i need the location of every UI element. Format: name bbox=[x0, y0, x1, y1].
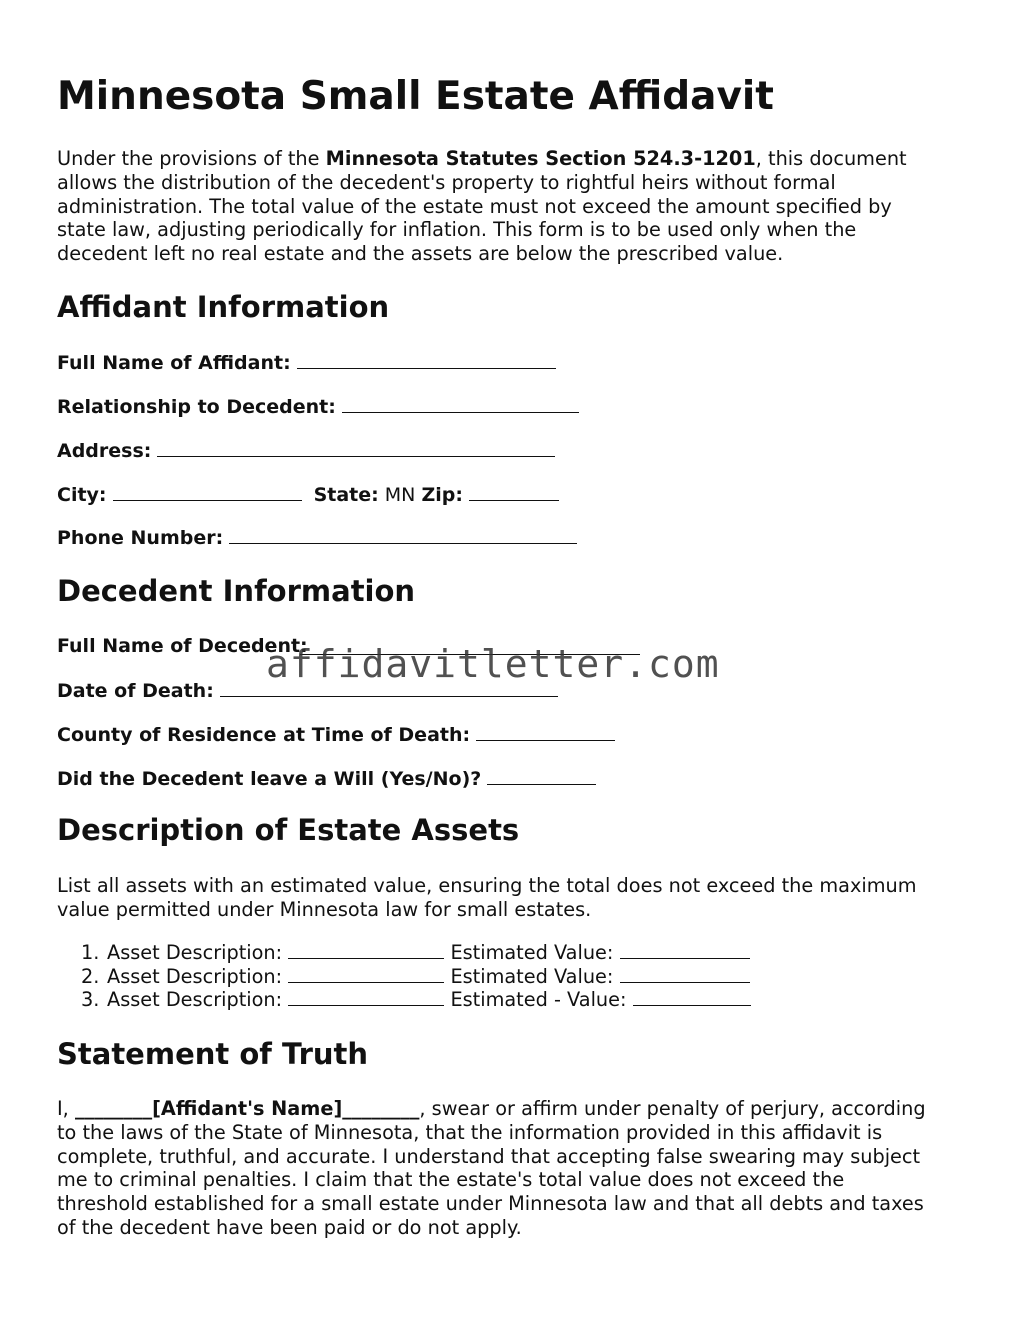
assets-line: value permitted under Minnesota law for small estates. bbox=[57, 897, 592, 921]
field-label: Relationship to Decedent: bbox=[57, 396, 336, 418]
phone-field[interactable] bbox=[57, 526, 577, 550]
watermark: affidavitletter.com bbox=[266, 642, 720, 686]
relationship-field[interactable] bbox=[57, 395, 579, 419]
asset-description-label: Asset Description: bbox=[107, 988, 283, 1012]
fill-in-line[interactable] bbox=[342, 395, 579, 413]
estimated-value-line[interactable] bbox=[620, 941, 750, 959]
truth-prefix: I, bbox=[57, 1097, 75, 1120]
city-fill-in-line[interactable] bbox=[113, 483, 302, 501]
fill-in-line[interactable] bbox=[229, 526, 577, 544]
asset-list-item bbox=[81, 941, 751, 965]
assets-paragraph bbox=[57, 874, 967, 922]
truth-line: me to criminal penalties. I claim that the estate's total value does not exceed the bbox=[57, 1168, 845, 1192]
intro-paragraph bbox=[57, 147, 967, 266]
intro-line: allows the distribution of the decedent's property to rightful heirs without formal bbox=[57, 170, 836, 194]
estimated-value-label: Estimated Value: bbox=[450, 941, 614, 964]
asset-description-line[interactable] bbox=[288, 965, 444, 983]
asset-list bbox=[81, 941, 751, 1012]
decedent-heading: Decedent Information bbox=[57, 574, 416, 608]
estimated-value-label: Estimated Value: bbox=[450, 964, 614, 988]
state-label: State: bbox=[313, 484, 379, 506]
list-number: 3. bbox=[81, 988, 100, 1012]
city-state-zip-field[interactable] bbox=[57, 483, 559, 507]
truth-line: of the decedent have been paid or do not apply. bbox=[57, 1215, 522, 1239]
truth-line: to the laws of the State of Minnesota, that the information provided in this affidavit is bbox=[57, 1120, 883, 1144]
address-field[interactable] bbox=[57, 439, 555, 463]
estimated-value-line[interactable] bbox=[633, 988, 751, 1006]
statute-reference: Minnesota Statutes Section 524.3-1201 bbox=[325, 147, 756, 170]
affidant-name-placeholder[interactable]: [Affidant's Name] bbox=[152, 1097, 343, 1120]
name-blank-left[interactable]: ________ bbox=[74, 1097, 153, 1120]
assets-line: List all assets with an estimated value, ensuring the total does not exceed the maximum bbox=[57, 874, 917, 897]
intro-line: decedent left no real estate and the assets are below the prescribed value. bbox=[57, 242, 784, 266]
county-field[interactable] bbox=[57, 723, 615, 747]
intro-line: administration. The total value of the estate must not exceed the amount specified by bbox=[57, 194, 892, 218]
field-label: Address: bbox=[57, 440, 152, 462]
truth-line1-rest: , swear or affirm under penalty of perjury, according bbox=[419, 1097, 926, 1120]
list-number: 2. bbox=[81, 964, 100, 988]
asset-list-item bbox=[81, 988, 751, 1012]
asset-description-label: Asset Description: bbox=[107, 964, 283, 988]
fill-in-line[interactable] bbox=[487, 767, 596, 785]
field-label: Full Name of Decedent: bbox=[57, 635, 308, 657]
estimated-value-line[interactable] bbox=[620, 965, 750, 983]
zip-label: Zip: bbox=[421, 484, 463, 506]
affidant-heading: Affidant Information bbox=[57, 290, 390, 324]
asset-description-label: Asset Description: bbox=[107, 941, 283, 964]
fill-in-line[interactable] bbox=[157, 439, 555, 457]
truth-line: complete, truthful, and accurate. I understand that accepting false swearing may subject bbox=[57, 1144, 921, 1168]
will-field[interactable] bbox=[57, 767, 596, 791]
asset-description-line[interactable] bbox=[288, 988, 444, 1006]
truth-paragraph bbox=[57, 1097, 967, 1240]
intro-line: state law, adjusting periodically for inflation. This form is to be used only when the bbox=[57, 218, 857, 242]
state-value: MN bbox=[384, 484, 416, 506]
zip-fill-in-line[interactable] bbox=[469, 483, 559, 501]
intro-line1-rest: , this document bbox=[755, 147, 907, 170]
field-label: Phone Number: bbox=[57, 527, 224, 549]
asset-list-item bbox=[81, 965, 751, 989]
document-title: Minnesota Small Estate Affidavit bbox=[57, 74, 774, 119]
field-label: County of Residence at Time of Death: bbox=[57, 724, 471, 746]
field-label: Full Name of Affidant: bbox=[57, 352, 291, 374]
assets-heading: Description of Estate Assets bbox=[57, 813, 520, 847]
asset-description-line[interactable] bbox=[288, 941, 444, 959]
city-label: City: bbox=[57, 484, 107, 506]
field-label: Did the Decedent leave a Will (Yes/No)? bbox=[57, 768, 482, 790]
estimated-value-label: Estimated - Value: bbox=[450, 988, 627, 1012]
truth-line: threshold established for a small estate under Minnesota law and that all debts and taxes bbox=[57, 1192, 924, 1216]
fill-in-line[interactable] bbox=[476, 723, 615, 741]
list-number: 1. bbox=[81, 941, 100, 964]
truth-heading: Statement of Truth bbox=[57, 1037, 369, 1071]
field-label: Date of Death: bbox=[57, 680, 214, 702]
affidant-full-name-field[interactable] bbox=[57, 351, 556, 375]
fill-in-line[interactable] bbox=[297, 351, 556, 369]
name-blank-right[interactable]: ________ bbox=[342, 1097, 420, 1120]
intro-prefix: Under the provisions of the bbox=[57, 147, 326, 170]
